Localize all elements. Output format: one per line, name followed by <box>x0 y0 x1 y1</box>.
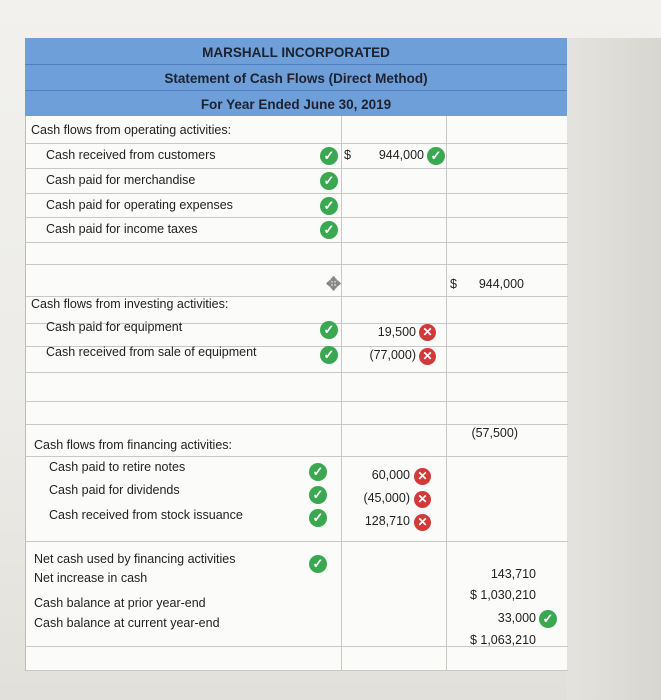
retire-notes-amount[interactable]: 60,000 <box>371 468 410 482</box>
equipment-sale-amount[interactable]: (77,000) <box>369 348 416 362</box>
fin-item-stock-issuance: Cash received from stock issuance <box>49 508 243 522</box>
net-financing-amount[interactable]: 143,710 <box>490 567 536 581</box>
investing-heading: Cash flows from investing activities: <box>31 297 229 311</box>
check-icon: ✓ <box>320 147 338 165</box>
check-icon: ✓ <box>427 147 445 165</box>
fin-item-retire-notes: Cash paid to retire notes <box>49 460 186 474</box>
dollar-sign: $ <box>344 148 351 162</box>
current-balance-amount[interactable]: $ 1,063,210 <box>469 633 536 647</box>
net-financing-label: Net cash used by financing activities <box>34 552 236 566</box>
check-icon: ✓ <box>309 509 327 527</box>
op-item-merchandise: Cash paid for merchandise <box>46 173 196 187</box>
company-name: MARSHALL INCORPORATED <box>202 45 390 60</box>
statement-period: For Year Ended June 30, 2019 <box>200 97 392 112</box>
check-icon: ✓ <box>309 555 327 573</box>
cross-icon: ✕ <box>419 324 436 341</box>
customers-amount[interactable]: 944,000 <box>378 148 424 162</box>
equipment-paid-amount[interactable]: 19,500 <box>377 325 416 339</box>
inv-item-sale-equipment: Cash received from sale of equipment <box>46 345 257 359</box>
operating-heading: Cash flows from operating activities: <box>31 123 232 137</box>
op-item-income-taxes: Cash paid for income taxes <box>46 222 198 236</box>
check-icon: ✓ <box>309 486 327 504</box>
move-cursor-icon: ✥ <box>326 274 342 294</box>
prior-balance-label: Cash balance at prior year-end <box>34 596 206 610</box>
op-item-customers: Cash received from customers <box>46 148 216 162</box>
cross-icon: ✕ <box>419 348 436 365</box>
dollar-sign: $ <box>450 277 457 291</box>
cross-icon: ✕ <box>414 514 431 531</box>
check-icon: ✓ <box>320 197 338 215</box>
financing-heading: Cash flows from financing activities: <box>34 438 232 452</box>
net-increase-label: Net increase in cash <box>34 571 148 585</box>
page-margin <box>567 38 661 700</box>
stock-issuance-amount[interactable]: 128,710 <box>364 514 410 528</box>
dividends-amount[interactable]: (45,000) <box>363 491 410 505</box>
check-icon: ✓ <box>320 221 338 239</box>
statement-title: Statement of Cash Flows (Direct Method) <box>164 71 428 86</box>
statement-header <box>25 38 567 116</box>
cash-flow-table <box>25 116 567 671</box>
operating-total-amount[interactable]: 944,000 <box>478 277 524 291</box>
check-icon: ✓ <box>539 610 557 628</box>
check-icon: ✓ <box>309 463 327 481</box>
prior-balance-amount[interactable]: 33,000 <box>497 611 536 625</box>
check-icon: ✓ <box>320 172 338 190</box>
inv-item-equipment: Cash paid for equipment <box>46 320 183 334</box>
cross-icon: ✕ <box>414 468 431 485</box>
op-item-operating-expenses: Cash paid for operating expenses <box>46 198 233 212</box>
investing-total-amount[interactable]: (57,500) <box>471 426 518 440</box>
check-icon: ✓ <box>320 346 338 364</box>
check-icon: ✓ <box>320 321 338 339</box>
net-increase-amount[interactable]: $ 1,030,210 <box>469 588 536 602</box>
current-balance-label: Cash balance at current year-end <box>34 616 220 630</box>
fin-item-dividends: Cash paid for dividends <box>49 483 180 497</box>
cross-icon: ✕ <box>414 491 431 508</box>
